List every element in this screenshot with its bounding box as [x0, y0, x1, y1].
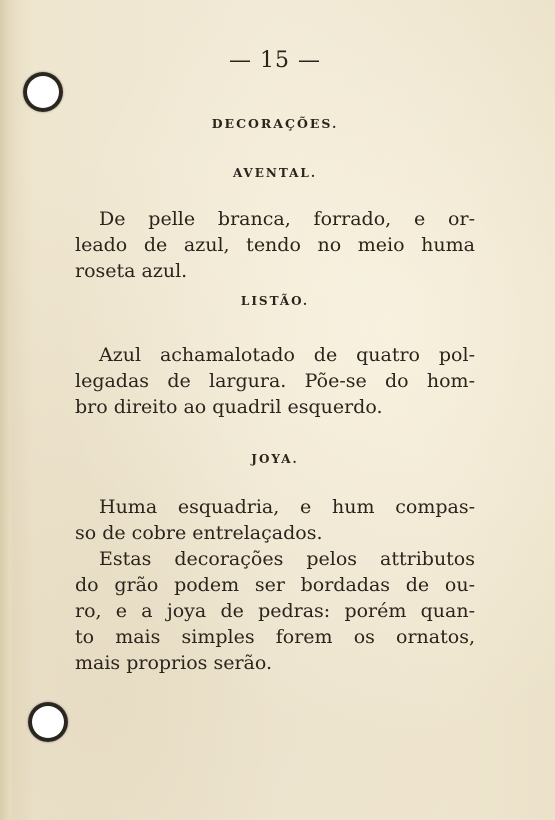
- page-title: DECORAÇÕES.: [211, 116, 339, 131]
- text-line: to mais simples forem os ornatos,: [75, 626, 475, 648]
- text-line: mais proprios serão.: [75, 652, 272, 674]
- binding-edge: [0, 0, 14, 820]
- paragraph-note: [75, 546, 475, 676]
- text-line: Huma esquadria, e hum compas-: [99, 496, 475, 518]
- punch-hole-bottom: [28, 702, 68, 742]
- text-line: Azul achamalotado de quatro pol-: [99, 344, 475, 366]
- text-line: legadas de largura. Põe-se do hom-: [75, 370, 475, 392]
- text-line: do grão podem ser bordadas de ou-: [75, 574, 475, 596]
- paragraph-avental: [75, 206, 475, 284]
- punch-hole-top: [23, 72, 63, 112]
- text-line: so de cobre entrelaçados.: [75, 522, 323, 544]
- heading-joya: JOYA.: [251, 452, 299, 466]
- text-line: roseta azul.: [75, 260, 188, 282]
- heading-avental: AVENTAL.: [232, 166, 318, 180]
- paragraph-listao: [75, 342, 475, 420]
- text-line: ro, e a joya de pedras: porém quan-: [75, 600, 475, 622]
- text-line: Estas decorações pelos attributos: [99, 548, 475, 570]
- text-line: leado de azul, tendo no meio huma: [75, 234, 475, 256]
- heading-listao: LISTÃO.: [240, 294, 310, 308]
- text-line: bro direito ao quadril esquerdo.: [75, 396, 383, 418]
- paragraph-joya: [75, 494, 475, 546]
- page-number: — 15 —: [229, 48, 321, 73]
- text-line: De pelle branca, forrado, e or-: [99, 208, 475, 230]
